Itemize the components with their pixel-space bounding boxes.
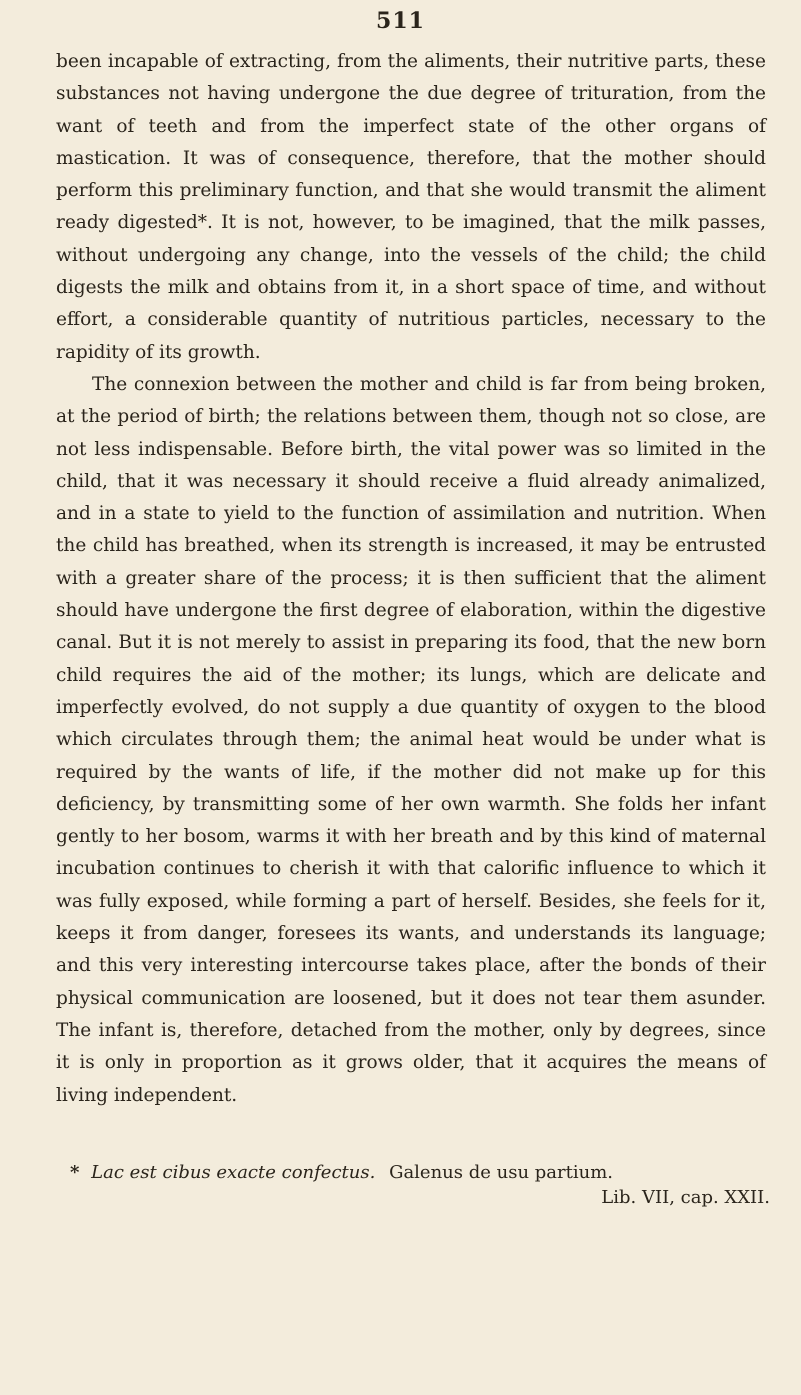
footnote-quote: Lac est cibus exacte confectus.	[91, 1162, 376, 1183]
body-text	[56, 46, 766, 1112]
footnote	[70, 1160, 770, 1186]
footnote-reference: Lib. VII, cap. XXII.	[601, 1187, 770, 1208]
paragraph-2: The connexion between the mother and child is far from being broken, at the period of birth; the relations between them, though not so close, are not less indispensable. Before birth, the vital power was so limited in the child, that it was necessary it should receive a fluid already animalized, and in a state to yield to the function of assimilation and nutrition. When the child has breathed, when its strength is increased, it may be entrusted with a greater share of the process; it is then sufficient that the aliment should have undergone the first degree of elaboration, within the digestive canal. But it is not merely to assist in preparing its food, that the new born child requires the aid of the mother; its lungs, which are delicate and imperfectly evolved, do not supply a due quantity of oxygen to the blood which circulates through them; the animal heat would be under what is required by the wants of life, if the mother did not make up for this deficiency, by transmitting some of her own warmth. She folds her infant gently to her bosom, warms it with her breath and by this kind of maternal incubation continues to cherish it with that calorific influence to which it was fully exposed, while forming a part of herself. Besides, she feels for it, keeps it from danger, foresees its wants, and understands its language; and this very interesting intercourse takes place, after the bonds of their physical communication are loosened, but it does not tear them asunder. The infant is, therefore, detached from the mother, only by degrees, since it is only in proportion as it grows older, that it acquires the means of living independent.	[56, 373, 766, 1106]
footnote-mark: *	[70, 1162, 80, 1183]
page-number: 511	[376, 8, 425, 34]
paragraph-1: been incapable of extracting, from the aliments, their nutritive parts, these substances not having undergone the due degree of trituration, from the want of teeth and from the imperfect state of the other organs of mastication. It was of consequence, therefore, that the mother should perform this preliminary function, and that she would transmit the aliment ready digested*. It is not, however, to be imagined, that the milk passes, without undergoing any change, into the vessels of the child; the child digests the milk and obtains from it, in a short space of time, and without effort, a considerable quantity of nutritious particles, necessary to the rapidity of its growth.	[56, 51, 766, 363]
footnote-source: Galenus de usu partium.	[389, 1162, 613, 1183]
